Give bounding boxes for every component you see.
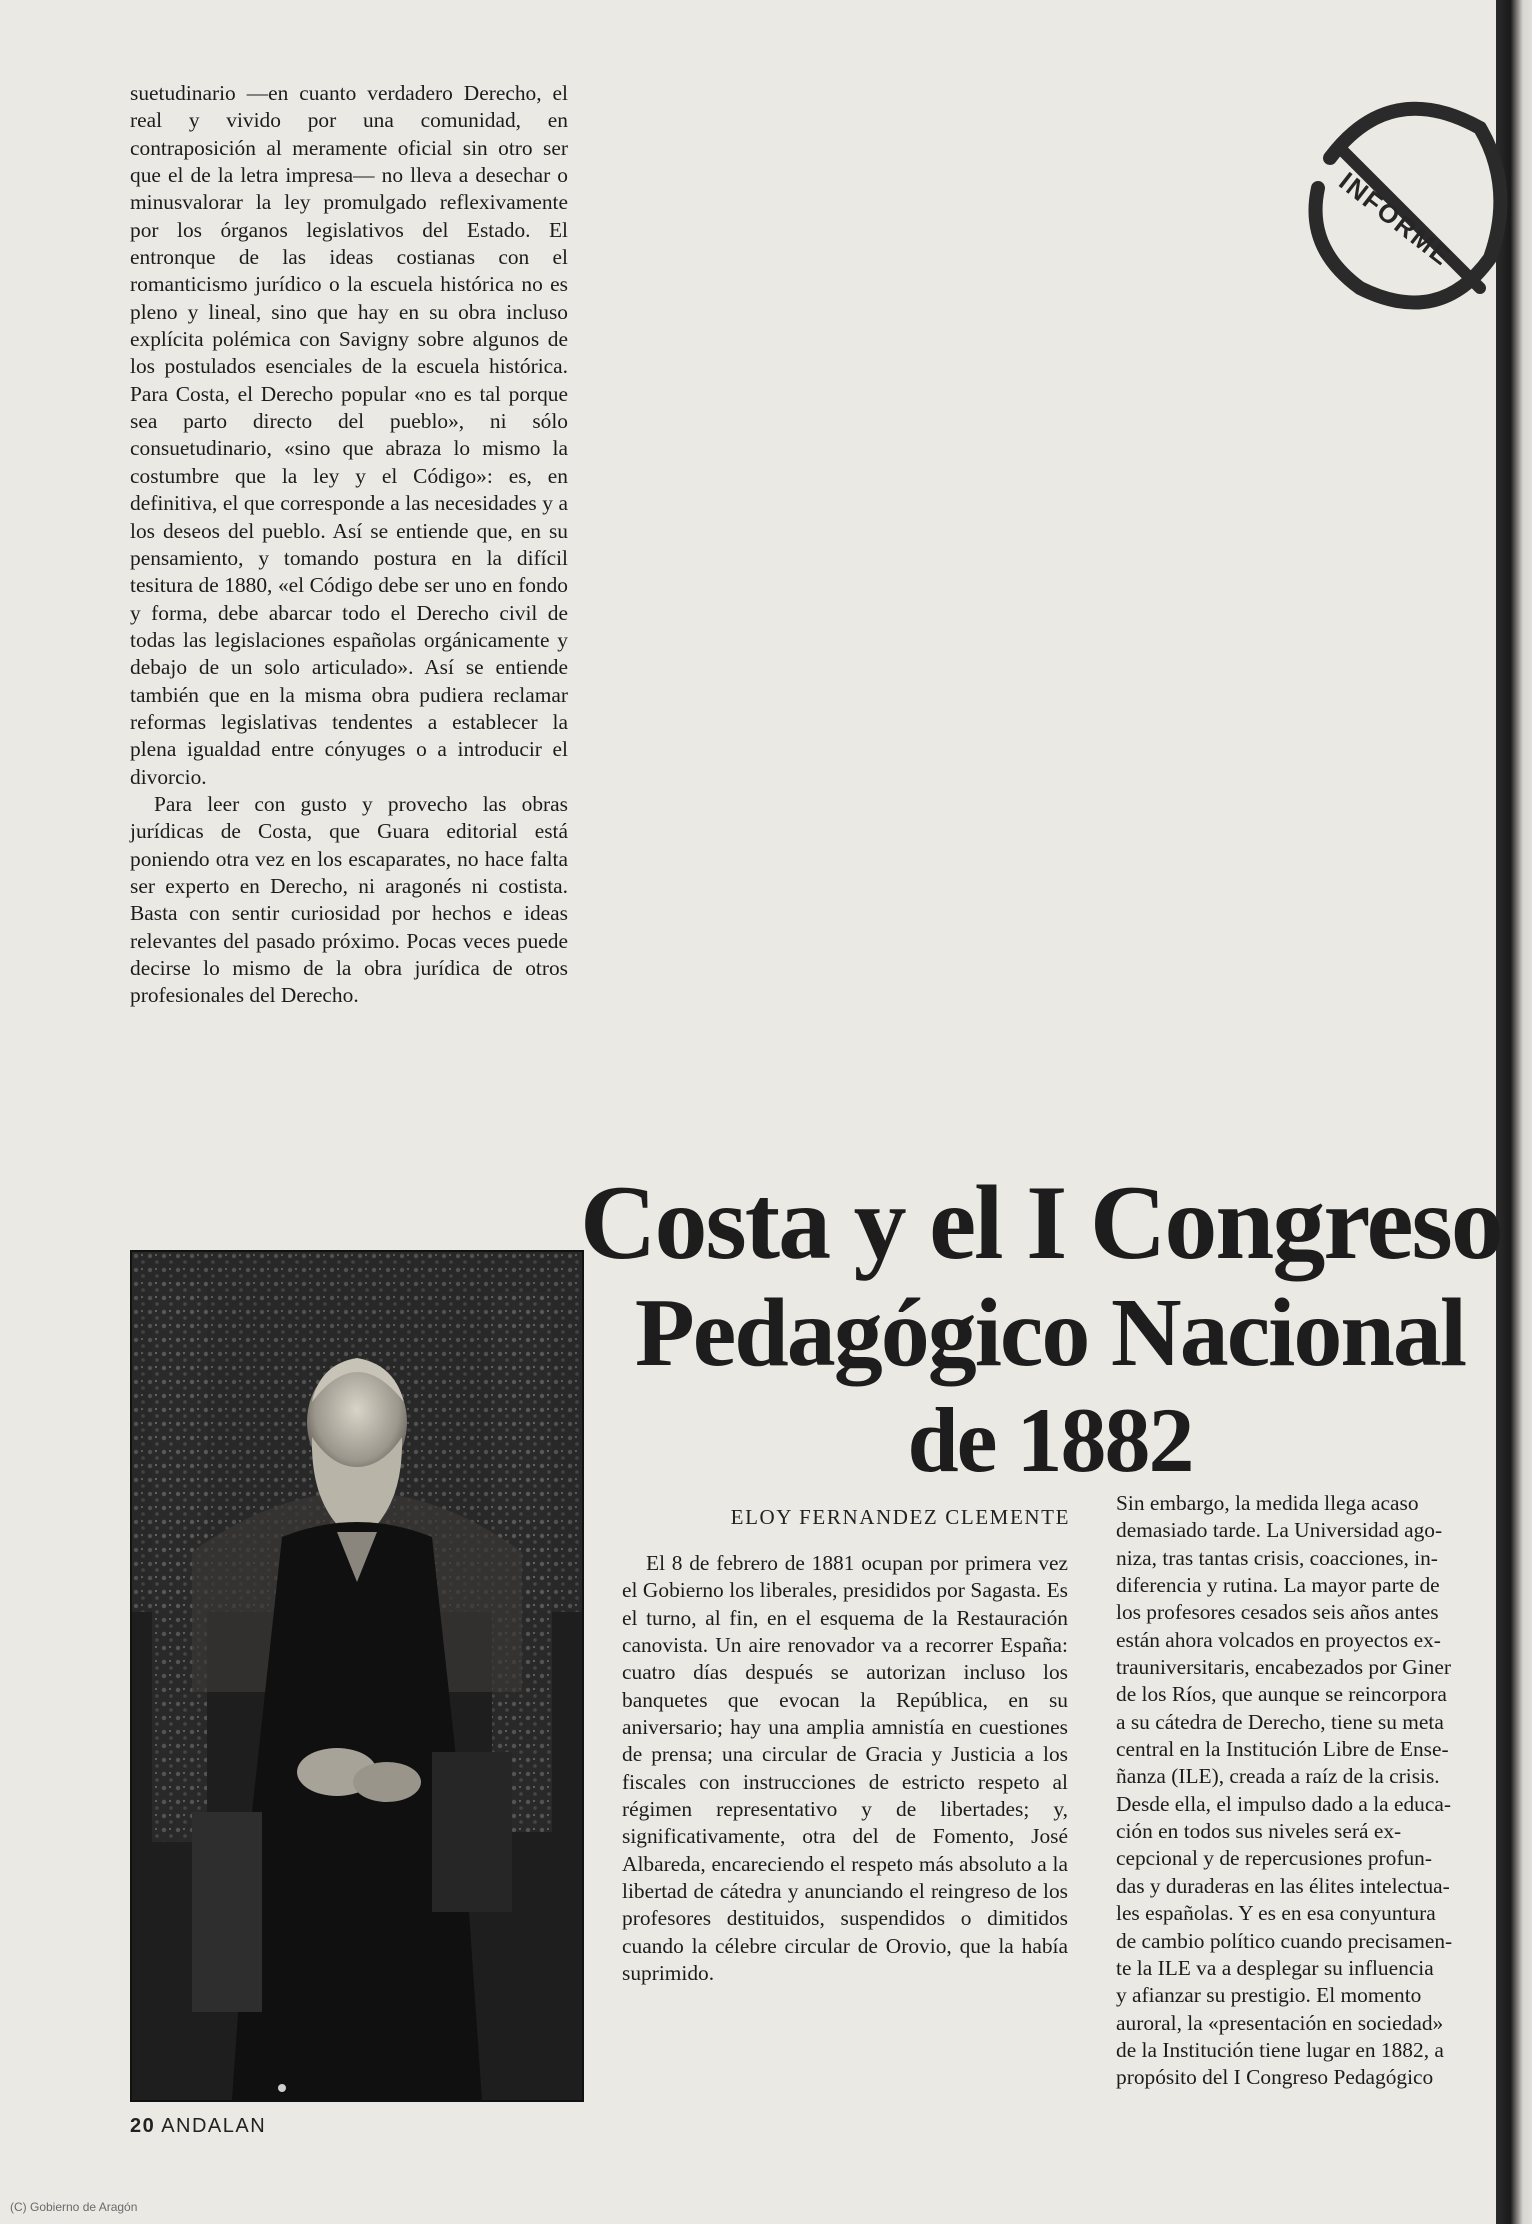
portrait-image — [132, 1252, 582, 2100]
middle-paragraph-1: El 8 de febrero de 1881 ocupan por primera vez el Gobierno los liberales, presididos por Sagasta. Es el turno, al fin, en el esquema de la Restauración canovista. Un aire renovador va a recorrer España: cuatro días después se autorizan incluso los banquetes que evocan la República, en su aniversario; hay una amplia amnistía en cuestiones de prensa; una circular de Gracia y Justicia a los fiscales con instrucciones de estricto respeto al régimen representativo y de libertades; y, significativamente, otra del de Fomento, José Albareda, encareciendo el respeto más absoluto a la libertad de cátedra y anunciando el reingreso de los profesores destituidos, suspendidos o dimitidos cuando la célebre circular de Orovio, que la había suprimido. — [622, 1551, 1068, 1986]
left-column — [130, 80, 568, 1010]
right-line: de cambio político cuando precisamen- — [1116, 1928, 1453, 1953]
right-line: los profesores cesados seis años antes — [1116, 1600, 1439, 1625]
right-line: están ahora volcados en proyectos ex- — [1116, 1627, 1441, 1652]
headline-line-3: de 1882 — [907, 1389, 1193, 1491]
left-paragraph-2: Para leer con gusto y provecho las obras jurídicas de Costa, que Guara editorial está poniendo otra vez en los escaparates, no hace falta ser experto en Derecho, ni aragonés ni costista. Basta con sentir curiosidad por hechos e ideas relevantes del pasado próximo. Pocas veces puede decirse lo mismo de la obra jurídica de otros profesionales del Derecho. — [130, 791, 568, 1008]
page-footer — [130, 2115, 266, 2138]
right-line: Sin embargo, la medida llega acaso — [1116, 1491, 1419, 1515]
byline: ELOY FERNANDEZ CLEMENTE — [730, 1505, 1070, 1529]
portrait-photo — [130, 1250, 584, 2102]
right-line: a su cátedra de Derecho, tiene su meta — [1116, 1709, 1444, 1734]
right-line: ñanza (ILE), creada a raíz de la crisis. — [1116, 1764, 1440, 1789]
right-column — [1116, 1490, 1496, 2092]
page-number: 20 — [130, 2115, 156, 2137]
magazine-name: ANDALAN — [161, 2115, 267, 2137]
informe-stamp — [1300, 88, 1510, 328]
right-line: trauniversitaris, encabezados por Giner — [1116, 1655, 1451, 1680]
right-line: cepcional y de repercusiones profun- — [1116, 1846, 1432, 1871]
left-paragraph-1: suetudinario —en cuanto verdadero Derecho, el real y vivido por una comunidad, en contraposición al meramente oficial sin otro ser que el de la letra impresa— no lleva a desechar o minusvalorar la ley promulgado reflexivamente por los órganos legislativos del Estado. El entronque de las ideas costianas con el romanticismo jurídico o la escuela histórica no es pleno y lineal, sino que hay en su obra incluso explícita polémica con Savigny sobre algunos de los postulados esenciales de la escuela histórica. Para Costa, el Derecho popular «no es tal porque sea parto directo del pueblo», ni sólo consuetudinario, «sino que abraza lo mismo la costumbre que la ley y el Código»: es, en definitiva, el que corresponde a las necesidades y a los deseos del pueblo. Así se entiende que, en su pensamiento, y tomando postura en la difícil tesitura de 1880, «el Código debe ser uno en fondo y forma, debe abarcar todo el Derecho civil de todas las legislaciones españolas orgánicamente y debajo de un solo articulado». Así se entiende también que en la misma obra pudiera reclamar reformas legislativas tendentes a establecer la plena igualdad entre cónyuges o a introducir el divorcio. — [130, 81, 568, 789]
right-line: propósito del I Congreso Pedagógico — [1116, 2065, 1434, 2090]
right-line: de la Institución tiene lugar en 1882, a — [1116, 2037, 1444, 2062]
right-line: niza, tras tantas crisis, coacciones, in- — [1116, 1545, 1438, 1570]
headline-line-2: Pedagógico Nacional — [634, 1279, 1466, 1387]
right-line: demasiado tarde. La Universidad ago- — [1116, 1518, 1443, 1543]
right-line: ción en todos sus niveles será ex- — [1116, 1819, 1402, 1844]
right-line: das y duraderas en las élites intelectua- — [1116, 1873, 1450, 1898]
right-line: central en la Institución Libre de Ense- — [1116, 1737, 1449, 1762]
right-line: de los Ríos, que aunque se reincorpora — [1116, 1682, 1447, 1707]
right-line: diferencia y rutina. La mayor parte de — [1116, 1573, 1440, 1598]
right-line: les españolas. Y es en esa conyuntura — [1116, 1901, 1436, 1926]
copyright-credit: (C) Gobierno de Aragón — [10, 2200, 138, 2214]
middle-column — [622, 1550, 1068, 1988]
article-headline — [580, 1164, 1502, 1492]
right-line: auroral, la «presentación en sociedad» — [1116, 2010, 1444, 2035]
right-line: Desde ella, el impulso dado a la educa- — [1116, 1791, 1451, 1816]
stamp-label: INFORME — [1333, 166, 1458, 273]
headline-line-1: Costa y el I Congreso — [580, 1164, 1502, 1281]
right-line: te la ILE va a desplegar su influencia — [1116, 1955, 1434, 1980]
page-edge — [1496, 0, 1532, 2224]
right-line: y afianzar su prestigio. El momento — [1116, 1983, 1422, 2008]
